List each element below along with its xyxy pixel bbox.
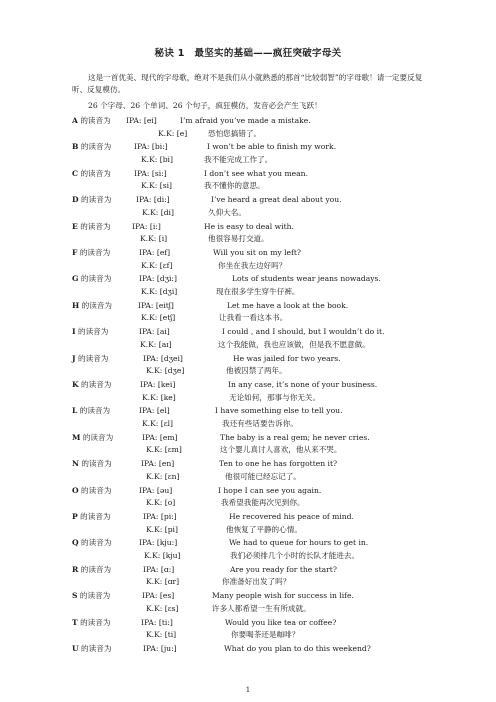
example-sentence: Let me have a look at the book.: [227, 300, 349, 310]
example-sentence: Would you like tea or coffee?: [225, 617, 337, 627]
entry-letter: [72, 327, 108, 337]
kk-pronunciation: K.K: [e]: [158, 128, 188, 138]
kk-pronunciation: K.K: [o]: [146, 498, 176, 508]
letter-glyph: L: [72, 406, 78, 416]
chinese-translation: 我们必须排几个小时的长队才能进去。: [230, 551, 360, 560]
letter-label: 的读音为: [77, 327, 109, 337]
letter-label: 的读音为: [82, 432, 114, 442]
kk-pronunciation: K.K: [kju]: [144, 551, 181, 560]
ipa-pronunciation: IPA: [bi:]: [134, 142, 168, 152]
example-sentence: In any case, it’s none of your business.: [228, 380, 378, 389]
kk-pronunciation: K.K: [dʒe]: [146, 366, 185, 376]
ipa-pronunciation: IPA: [ai]: [139, 327, 170, 337]
kk-pronunciation: K.K: [etʃ]: [141, 313, 176, 323]
chinese-translation: 无论如何，那事与你无关。: [229, 392, 321, 402]
example-sentence: I don’t see what you mean.: [204, 168, 308, 178]
letter-glyph: M: [72, 432, 81, 442]
kk-pronunciation: K.K: [aɪ]: [140, 339, 172, 349]
example-sentence: Are you ready for the start?: [230, 564, 337, 574]
letter-glyph: U: [72, 644, 79, 653]
letter-glyph: K: [72, 380, 79, 389]
entry-letter: [72, 565, 111, 575]
example-sentence: Ten to one he has forgotten it?: [219, 459, 338, 469]
letter-glyph: C: [72, 168, 79, 178]
entry-letter: [72, 142, 111, 152]
entry-letter: [72, 274, 111, 284]
ipa-pronunciation: IPA: [eitʃ]: [138, 300, 174, 310]
letter-glyph: D: [72, 195, 79, 205]
entry-letter: [72, 195, 111, 205]
ipa-pronunciation: IPA: [dʒi:]: [139, 274, 177, 284]
letter-label: 的读音为: [81, 195, 112, 205]
letter-label: 的读音为: [81, 380, 112, 389]
letter-glyph: O: [72, 485, 79, 495]
example-sentence: Lots of students wear jeans nowadays.: [232, 274, 381, 284]
page-title: 秘诀 1 最坚实的基础——疯狂突破字母关: [154, 48, 342, 59]
kk-pronunciation: K.K: [pi]: [146, 524, 178, 534]
letter-glyph: P: [72, 512, 78, 521]
letter-glyph: E: [72, 221, 78, 231]
letter-glyph: Q: [72, 538, 79, 548]
intro-paragraph: 这是一首优美、现代的字母歌，绝对不是我们从小就熟悉的那首“比较弱智”的字母歌！请一定要反复听、反复模仿。: [72, 73, 423, 94]
ipa-pronunciation: IPA: [di:]: [136, 195, 170, 205]
letter-glyph: A: [72, 116, 78, 125]
chinese-translation: 现在很多学生穿牛仔裤。: [216, 287, 300, 296]
chinese-translation: 我不懂你的意思。: [204, 181, 265, 191]
letter-label: 的读音为: [80, 142, 112, 152]
letter-label: 的读音为: [79, 591, 111, 601]
example-sentence: I have something else to tell you.: [215, 406, 343, 416]
letter-label: 的读音为: [81, 538, 112, 548]
ipa-pronunciation: IPA: [pi:]: [143, 512, 177, 521]
example-sentence: He is easy to deal with.: [204, 221, 294, 231]
kk-pronunciation: K.K: [ɛl]: [142, 419, 174, 428]
letter-label: 的读音为: [78, 353, 109, 363]
kk-pronunciation: K.K: [si]: [141, 181, 172, 191]
ipa-pronunciation: IPA: [si:]: [134, 168, 167, 178]
entry-letter: [72, 301, 112, 311]
example-sentence: He recovered his peace of mind.: [229, 512, 354, 521]
ipa-pronunciation: IPA: [es]: [142, 591, 175, 601]
ipa-pronunciation: IPA: [əu]: [139, 485, 173, 495]
example-sentence: I’ve heard a great deal about you.: [211, 195, 342, 205]
entry-letter: [72, 486, 111, 496]
page-number: 1: [245, 686, 251, 694]
letter-glyph: G: [72, 274, 79, 284]
kk-pronunciation: K.K: [ɛn]: [146, 471, 180, 481]
letter-glyph: J: [72, 353, 76, 363]
letter-label: 的读音为: [81, 300, 112, 310]
letter-glyph: T: [72, 617, 78, 627]
ipa-pronunciation: IPA: [ei]: [126, 116, 157, 125]
letter-label: 的读音为: [80, 564, 112, 574]
entry-letter: [72, 591, 110, 601]
kk-pronunciation: K.K: [ɛs]: [146, 603, 179, 613]
letter-label: 的读音为: [80, 116, 111, 125]
example-sentence: I could , and I should, but I wouldn’t do it.: [222, 327, 385, 337]
kk-pronunciation: K.K: [di]: [142, 207, 174, 217]
entry-letter: [72, 380, 111, 390]
chinese-translation: 他很容易打交道。: [208, 234, 269, 244]
ipa-pronunciation: IPA: [ɑ:]: [143, 564, 175, 574]
letter-label: 的读音为: [80, 617, 111, 627]
chinese-translation: 你准备好出发了吗？: [222, 577, 291, 587]
chinese-translation: 久仰大名。: [208, 207, 246, 217]
entry-letter: [72, 354, 108, 364]
letter-label: 的读音为: [80, 168, 111, 178]
example-sentence: He was jailed for two years.: [233, 353, 341, 363]
letter-glyph: N: [72, 459, 79, 469]
ipa-pronunciation: IPA: [en]: [141, 459, 175, 469]
entry-letter: [72, 512, 111, 522]
chinese-translation: 我还有些话要告诉你。: [222, 419, 298, 428]
example-sentence: Will you sit on my left?: [213, 248, 301, 257]
chinese-translation: 他恢复了平静的心情。: [226, 524, 302, 534]
intro-slogan: 26 个字母、26 个单词、26 个句子，疯狂模仿，发音必会产生飞跃！: [88, 101, 322, 110]
letter-glyph: B: [72, 142, 79, 152]
kk-pronunciation: K.K: [dʒi]: [141, 287, 178, 296]
example-sentence: Many people wish for success in life.: [212, 591, 354, 601]
kk-pronunciation: K.K: [bi]: [141, 155, 173, 164]
example-sentence: We had to queue for hours to get in.: [229, 538, 369, 548]
entry-letter: [72, 459, 112, 469]
chinese-translation: 让我看一看这本书。: [219, 313, 288, 323]
kk-pronunciation: K.K: [ɑr]: [146, 577, 180, 587]
example-sentence: I’m afraid you’ve made a mistake.: [180, 116, 311, 125]
letter-label: 的读音为: [81, 644, 112, 653]
entry-letter: [72, 644, 111, 654]
letter-label: 的读音为: [79, 248, 111, 257]
letter-glyph: F: [72, 248, 78, 257]
entry-letter: [72, 618, 110, 628]
chinese-translation: 我不能完成工作了。: [204, 155, 273, 164]
letter-glyph: I: [72, 327, 76, 337]
entry-letter: [72, 169, 111, 179]
chinese-translation: 你坐在我左边好吗？: [218, 260, 287, 270]
ipa-pronunciation: IPA: [dʒei]: [143, 353, 183, 363]
entry-letter: [72, 116, 111, 126]
letter-glyph: R: [72, 564, 79, 574]
entry-letter: [72, 433, 113, 443]
chinese-translation: 我希望我能再次见到你。: [221, 498, 305, 508]
kk-pronunciation: K.K: [ɛm]: [146, 445, 182, 455]
letter-label: 的读音为: [80, 221, 111, 231]
ipa-pronunciation: IPA: [el]: [139, 406, 170, 416]
letter-label: 的读音为: [79, 406, 111, 416]
ipa-pronunciation: IPA: [em]: [142, 432, 178, 442]
chinese-translation: 许多人都希望一生有所成就。: [212, 603, 311, 613]
kk-pronunciation: K.K: [ti]: [146, 630, 177, 640]
letter-label: 的读音为: [80, 274, 112, 284]
letter-label: 的读音为: [80, 512, 111, 521]
kk-pronunciation: K.K: [i]: [140, 234, 168, 244]
ipa-pronunciation: IPA: [ef]: [139, 248, 171, 257]
entry-letter: [72, 248, 110, 258]
ipa-pronunciation: IPA: [kju:]: [139, 538, 178, 548]
letter-glyph: H: [72, 300, 80, 310]
ipa-pronunciation: IPA: [kei]: [140, 380, 176, 389]
chinese-translation: 恐怕您搞错了。: [208, 128, 262, 138]
entry-letter: [72, 222, 111, 232]
kk-pronunciation: K.K: [ke]: [142, 392, 176, 402]
entry-letter: [72, 406, 110, 416]
ipa-pronunciation: IPA: [ti:]: [141, 617, 173, 627]
entry-letter: [72, 538, 111, 548]
example-sentence: The baby is a real gem; he never cries.: [220, 432, 370, 442]
letter-label: 的读音为: [81, 485, 112, 495]
ipa-pronunciation: IPA: [i:]: [132, 221, 161, 231]
example-sentence: What do you plan to do this weekend?: [224, 644, 371, 653]
chinese-translation: 你要喝茶还是咖啡？: [231, 630, 300, 640]
letter-label: 的读音为: [81, 459, 112, 469]
chinese-translation: 他很可能已经忘记了。: [225, 471, 301, 481]
chinese-translation: 他被囚禁了两年。: [226, 366, 287, 376]
kk-pronunciation: K.K: [ɛf]: [141, 260, 173, 270]
example-sentence: I won’t be able to finish my work.: [207, 142, 336, 152]
example-sentence: I hope I can see you again.: [218, 485, 322, 495]
chinese-translation: 这个婴儿真讨人喜欢，他从来不哭。: [220, 445, 342, 455]
letter-glyph: S: [72, 591, 78, 601]
chinese-translation: 这个我能做，我也应该做，但是我不愿意做。: [218, 339, 370, 349]
ipa-pronunciation: IPA: [ju:]: [143, 644, 177, 653]
